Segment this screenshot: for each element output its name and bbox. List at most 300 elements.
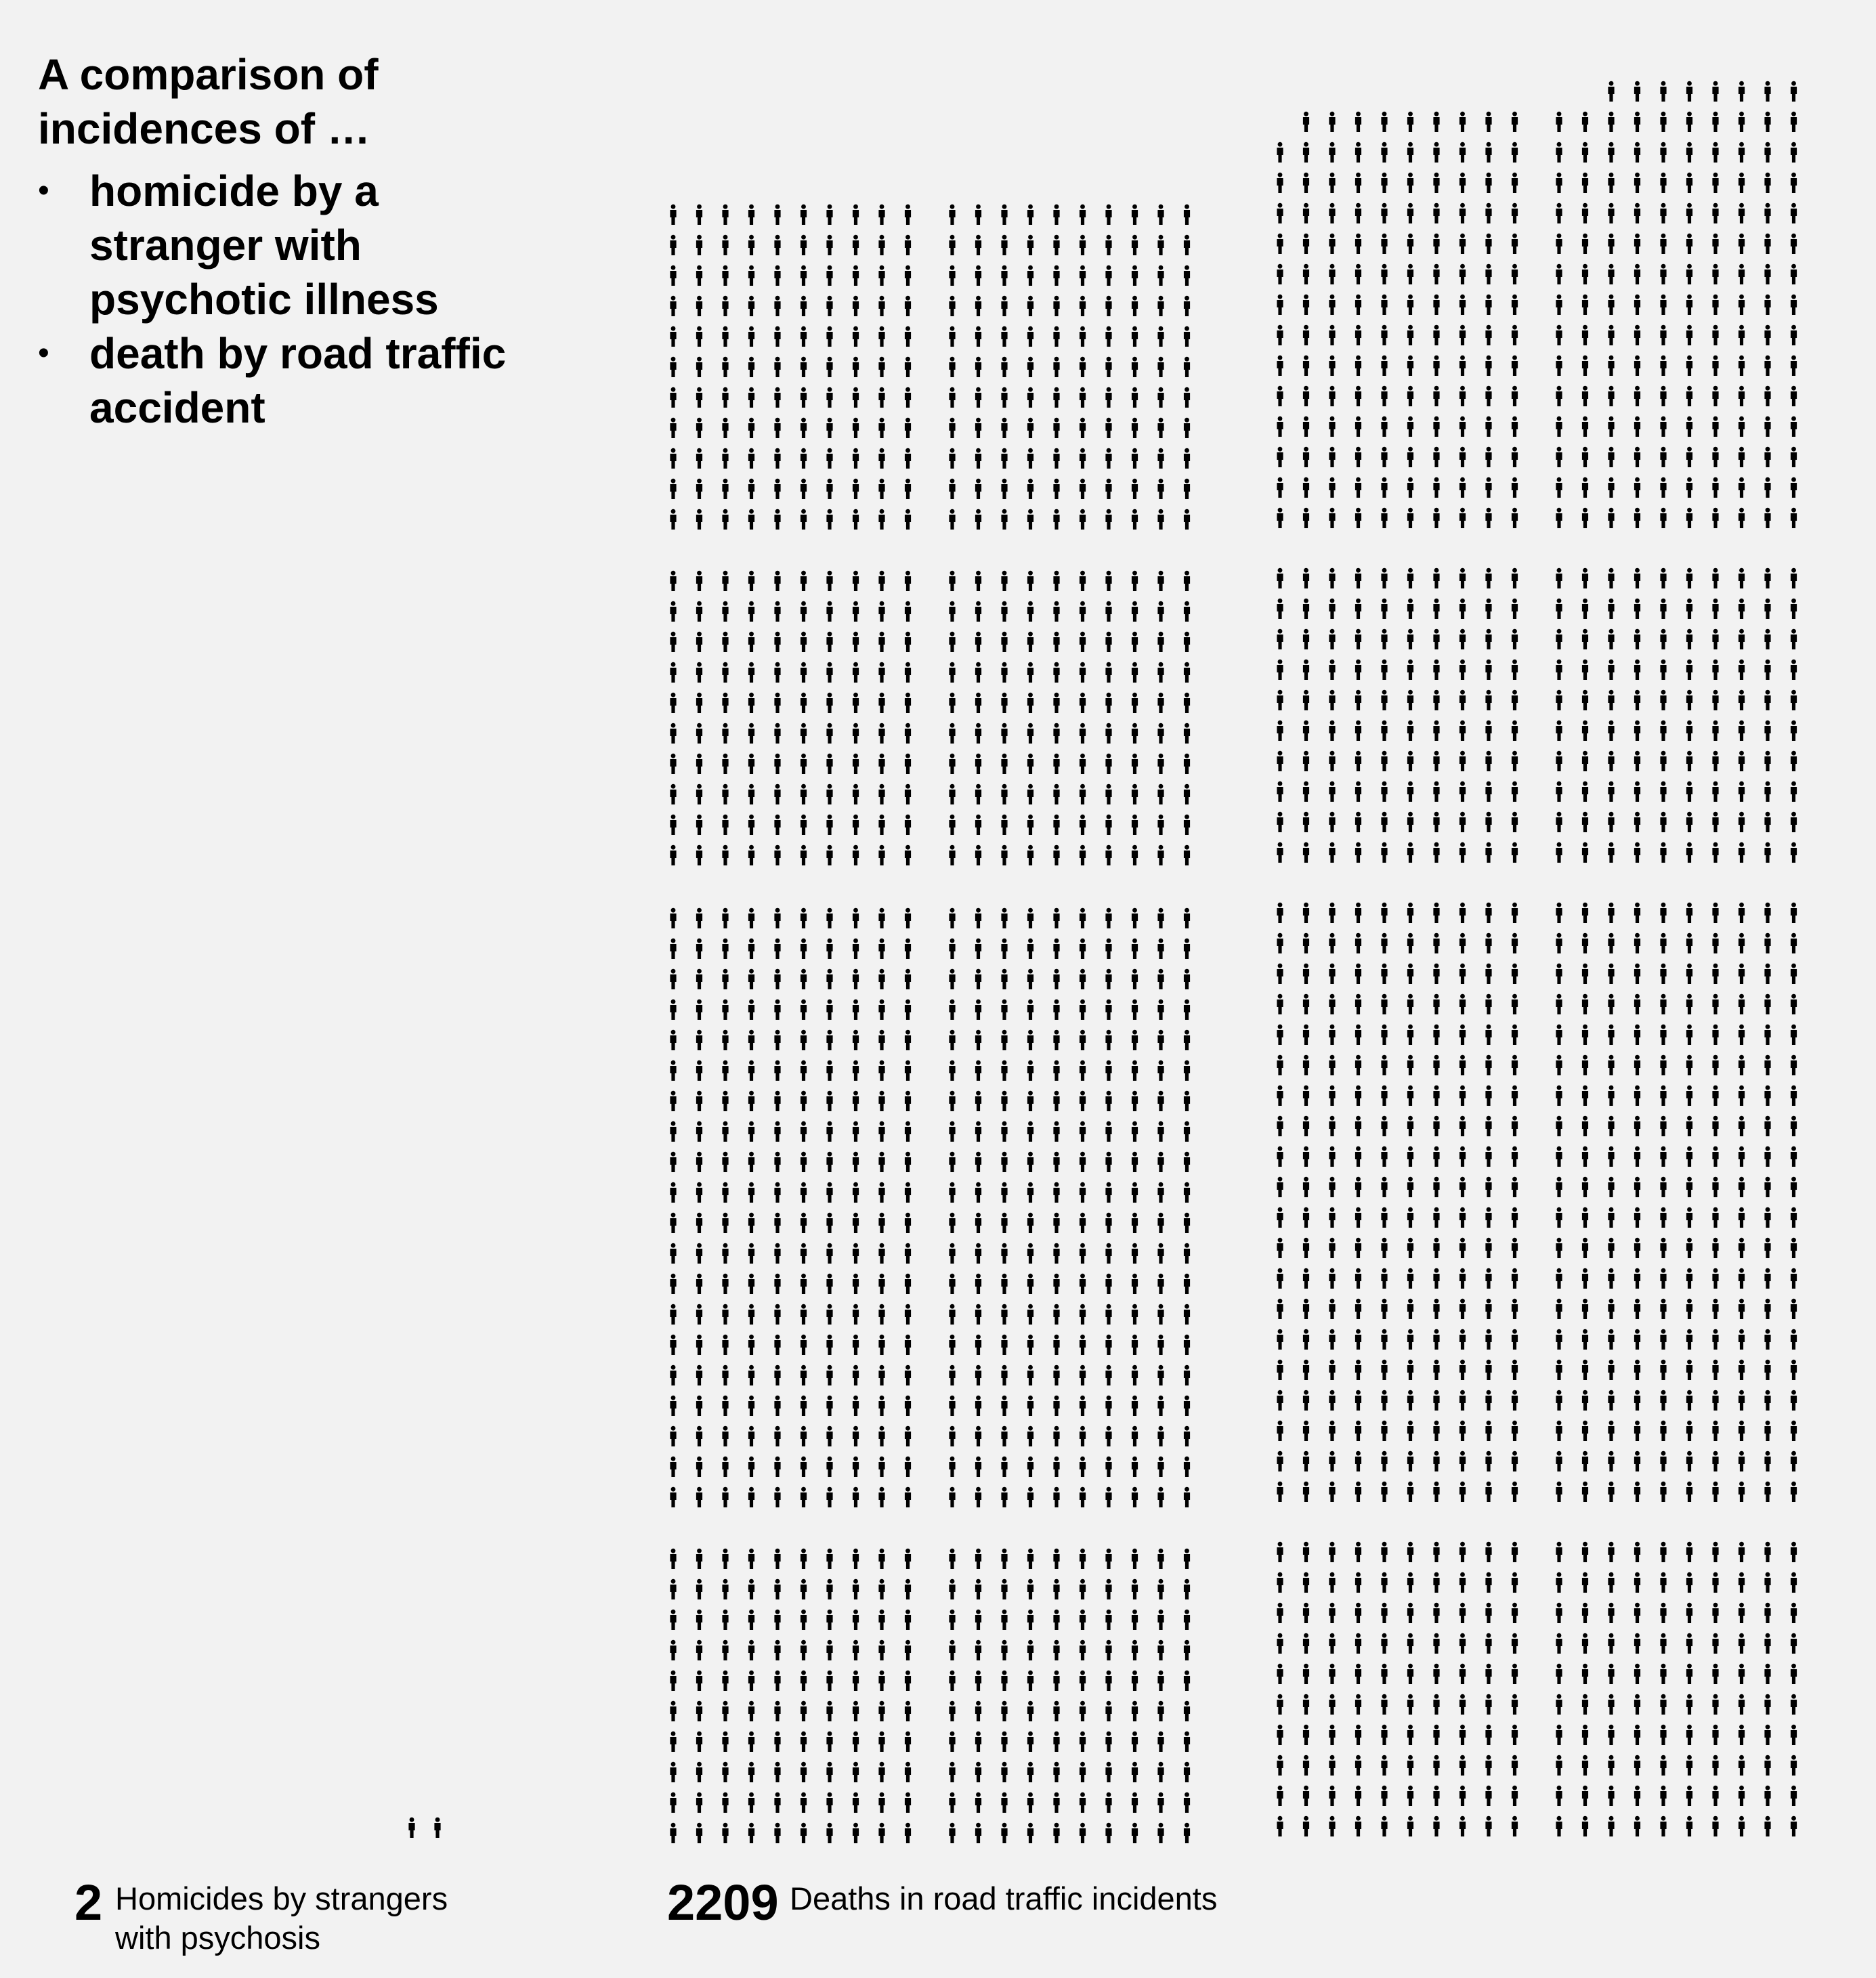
person-icon bbox=[1433, 994, 1439, 1014]
person-icon bbox=[1791, 1085, 1797, 1106]
person-icon bbox=[1712, 1390, 1718, 1411]
person-icon bbox=[1184, 479, 1190, 499]
person-icon bbox=[1686, 1055, 1692, 1075]
person-icon bbox=[1459, 1786, 1466, 1806]
person-icon bbox=[1512, 721, 1518, 741]
person-icon bbox=[1157, 969, 1164, 989]
person-icon bbox=[1027, 235, 1033, 255]
person-icon bbox=[1791, 477, 1797, 498]
person-icon bbox=[1381, 1451, 1387, 1471]
person-icon bbox=[1582, 1238, 1588, 1258]
person-icon bbox=[1634, 933, 1640, 953]
person-icon bbox=[1660, 508, 1666, 528]
person-icon bbox=[949, 509, 955, 530]
person-icon bbox=[1132, 1610, 1138, 1630]
person-icon bbox=[1791, 173, 1797, 193]
person-icon bbox=[1080, 693, 1086, 713]
person-icon bbox=[853, 1060, 859, 1081]
person-icon bbox=[826, 1030, 832, 1050]
person-icon bbox=[670, 1365, 676, 1385]
person-icon bbox=[1459, 629, 1466, 649]
person-icon bbox=[1660, 1085, 1666, 1106]
person-icon bbox=[1791, 812, 1797, 832]
person-icon bbox=[1407, 660, 1413, 680]
person-icon bbox=[853, 509, 859, 530]
person-icon bbox=[1355, 1238, 1361, 1258]
person-icon bbox=[1459, 1146, 1466, 1167]
person-icon bbox=[801, 479, 807, 499]
person-icon bbox=[1582, 1116, 1588, 1136]
person-icon bbox=[1329, 1603, 1335, 1623]
person-icon bbox=[1001, 1304, 1007, 1325]
person-icon bbox=[1512, 1360, 1518, 1380]
person-icon bbox=[1686, 295, 1692, 315]
person-icon bbox=[1303, 1268, 1309, 1289]
person-icon bbox=[1381, 1025, 1387, 1045]
person-icon bbox=[1132, 205, 1138, 225]
person-icon bbox=[1485, 1603, 1491, 1623]
person-icon bbox=[1459, 1816, 1466, 1836]
person-icon bbox=[1303, 964, 1309, 984]
person-icon bbox=[1157, 1823, 1164, 1843]
person-icon bbox=[1303, 112, 1309, 132]
person-icon bbox=[1608, 1482, 1614, 1502]
person-icon bbox=[1407, 1085, 1413, 1106]
person-icon bbox=[1105, 1152, 1111, 1172]
person-icon bbox=[1053, 662, 1059, 683]
person-icon bbox=[975, 1060, 981, 1081]
person-icon bbox=[670, 1304, 676, 1325]
person-icon bbox=[1001, 479, 1007, 499]
person-icon bbox=[975, 1823, 981, 1843]
person-icon bbox=[1184, 1396, 1190, 1416]
person-icon bbox=[1329, 1360, 1335, 1380]
person-icon bbox=[1608, 1177, 1614, 1197]
person-icon bbox=[1132, 1457, 1138, 1477]
person-icon bbox=[1355, 1694, 1361, 1715]
person-icon bbox=[722, 296, 728, 316]
person-icon bbox=[1459, 1360, 1466, 1380]
person-icon bbox=[1512, 994, 1518, 1014]
person-icon bbox=[1556, 1725, 1562, 1745]
person-icon bbox=[1080, 1335, 1086, 1355]
person-icon bbox=[1303, 660, 1309, 680]
person-icon bbox=[1512, 477, 1518, 498]
person-icon bbox=[1157, 939, 1164, 959]
person-icon bbox=[1764, 1633, 1770, 1654]
person-icon bbox=[975, 1121, 981, 1142]
person-icon bbox=[1080, 1274, 1086, 1294]
person-icon bbox=[1686, 447, 1692, 467]
person-icon bbox=[1027, 1762, 1033, 1782]
person-icon bbox=[670, 1487, 676, 1507]
person-icon bbox=[905, 1426, 911, 1446]
person-icon bbox=[1407, 1207, 1413, 1228]
person-icon bbox=[1132, 448, 1138, 469]
person-icon bbox=[1791, 933, 1797, 953]
person-icon bbox=[1634, 599, 1640, 619]
person-icon bbox=[1433, 1146, 1439, 1167]
person-icon bbox=[1053, 1792, 1059, 1813]
person-icon bbox=[949, 693, 955, 713]
person-icon bbox=[801, 1121, 807, 1142]
person-icon bbox=[1355, 1603, 1361, 1623]
person-icon bbox=[1634, 508, 1640, 528]
person-icon bbox=[696, 1182, 702, 1203]
person-icon bbox=[1105, 1610, 1111, 1630]
person-icon bbox=[670, 448, 676, 469]
person-icon bbox=[853, 357, 859, 377]
person-icon bbox=[1407, 1786, 1413, 1806]
person-icon bbox=[774, 908, 780, 928]
person-icon bbox=[1634, 1055, 1640, 1075]
person-icon bbox=[1001, 1823, 1007, 1843]
person-icon bbox=[1512, 568, 1518, 588]
person-icon bbox=[1433, 1542, 1439, 1562]
person-icon bbox=[1157, 1152, 1164, 1172]
person-icon bbox=[1407, 416, 1413, 437]
person-icon bbox=[722, 1487, 728, 1507]
person-icon bbox=[1329, 1299, 1335, 1319]
person-icon bbox=[878, 1152, 884, 1172]
person-icon bbox=[1277, 142, 1283, 163]
person-icon bbox=[1608, 112, 1614, 132]
person-icon bbox=[1277, 477, 1283, 498]
person-icon bbox=[1027, 448, 1033, 469]
person-icon bbox=[748, 235, 754, 255]
person-icon bbox=[1764, 568, 1770, 588]
person-icon bbox=[1184, 235, 1190, 255]
person-icon bbox=[1512, 1572, 1518, 1593]
person-icon bbox=[1303, 1299, 1309, 1319]
person-icon bbox=[1739, 1542, 1745, 1562]
person-icon bbox=[905, 205, 911, 225]
person-icon bbox=[1791, 1542, 1797, 1562]
person-icon bbox=[670, 1091, 676, 1111]
person-icon bbox=[905, 357, 911, 377]
person-icon bbox=[1791, 1786, 1797, 1806]
person-icon bbox=[696, 908, 702, 928]
person-icon bbox=[1105, 1732, 1111, 1752]
person-icon bbox=[1329, 1451, 1335, 1471]
person-icon bbox=[1739, 1755, 1745, 1776]
person-icon bbox=[774, 1426, 780, 1446]
person-icon bbox=[1001, 1487, 1007, 1507]
person-icon bbox=[748, 387, 754, 408]
person-icon bbox=[1407, 964, 1413, 984]
person-icon bbox=[1459, 1085, 1466, 1106]
person-icon bbox=[1132, 1335, 1138, 1355]
person-icon bbox=[1556, 690, 1562, 710]
person-icon bbox=[748, 601, 754, 622]
person-icon bbox=[1582, 1786, 1588, 1806]
person-icon bbox=[1556, 1025, 1562, 1045]
person-icon bbox=[1355, 660, 1361, 680]
person-icon bbox=[670, 1426, 676, 1446]
person-icon bbox=[748, 1274, 754, 1294]
person-icon bbox=[1660, 295, 1666, 315]
person-icon bbox=[1329, 1025, 1335, 1045]
person-icon bbox=[826, 969, 832, 989]
person-icon bbox=[949, 1243, 955, 1264]
person-icon bbox=[1381, 1816, 1387, 1836]
person-icon bbox=[722, 1671, 728, 1691]
person-icon bbox=[1184, 1335, 1190, 1355]
person-icon bbox=[1712, 660, 1718, 680]
person-icon bbox=[1132, 418, 1138, 438]
person-icon bbox=[878, 662, 884, 683]
person-icon bbox=[774, 1365, 780, 1385]
person-icon bbox=[696, 1823, 702, 1843]
person-icon bbox=[1277, 1360, 1283, 1380]
person-icon bbox=[1157, 1121, 1164, 1142]
person-icon bbox=[1764, 842, 1770, 863]
person-icon bbox=[1053, 1823, 1059, 1843]
person-icon bbox=[905, 1549, 911, 1569]
person-icon bbox=[1459, 356, 1466, 376]
person-icon bbox=[1433, 660, 1439, 680]
person-icon bbox=[1407, 1816, 1413, 1836]
person-icon bbox=[722, 1365, 728, 1385]
person-icon bbox=[1027, 969, 1033, 989]
person-icon bbox=[1485, 1360, 1491, 1380]
person-icon bbox=[1407, 264, 1413, 284]
person-icon bbox=[826, 1762, 832, 1782]
person-icon bbox=[1556, 568, 1562, 588]
person-icon bbox=[748, 1121, 754, 1142]
person-icon bbox=[1582, 933, 1588, 953]
person-icon bbox=[1105, 1792, 1111, 1813]
person-icon bbox=[853, 939, 859, 959]
person-icon bbox=[1485, 903, 1491, 923]
person-icon bbox=[774, 1701, 780, 1721]
person-icon bbox=[949, 1213, 955, 1233]
person-icon bbox=[1027, 1701, 1033, 1721]
person-icon bbox=[949, 1365, 955, 1385]
person-icon bbox=[1608, 1421, 1614, 1441]
person-icon bbox=[1739, 568, 1745, 588]
person-icon bbox=[1739, 842, 1745, 863]
person-icon bbox=[1791, 1725, 1797, 1745]
person-icon bbox=[1381, 447, 1387, 467]
person-icon bbox=[1512, 416, 1518, 437]
person-icon bbox=[975, 908, 981, 928]
person-icon bbox=[1105, 387, 1111, 408]
person-icon bbox=[670, 662, 676, 683]
person-icon bbox=[1157, 296, 1164, 316]
person-icon bbox=[1433, 234, 1439, 254]
person-icon bbox=[1764, 386, 1770, 406]
person-icon bbox=[748, 723, 754, 744]
person-icon bbox=[1485, 1786, 1491, 1806]
person-icon bbox=[1053, 265, 1059, 286]
person-icon bbox=[1459, 842, 1466, 863]
person-icon bbox=[905, 448, 911, 469]
person-icon bbox=[1184, 1457, 1190, 1477]
person-icon bbox=[1053, 235, 1059, 255]
person-icon bbox=[826, 1304, 832, 1325]
person-icon bbox=[1355, 1725, 1361, 1745]
person-icon bbox=[826, 326, 832, 347]
person-icon bbox=[1459, 1482, 1466, 1502]
person-icon bbox=[1791, 1268, 1797, 1289]
person-icon bbox=[1355, 1572, 1361, 1593]
person-icon bbox=[1582, 964, 1588, 984]
person-icon bbox=[1184, 1365, 1190, 1385]
person-icon bbox=[1634, 781, 1640, 802]
person-icon bbox=[1027, 1213, 1033, 1233]
person-icon bbox=[1157, 1457, 1164, 1477]
person-icon bbox=[1512, 1116, 1518, 1136]
person-icon bbox=[826, 601, 832, 622]
person-icon bbox=[1739, 1116, 1745, 1136]
person-icon bbox=[975, 265, 981, 286]
person-icon bbox=[1184, 1060, 1190, 1081]
person-icon bbox=[1407, 1146, 1413, 1167]
person-icon bbox=[1459, 173, 1466, 193]
person-icon bbox=[1053, 632, 1059, 652]
person-icon bbox=[1459, 1633, 1466, 1654]
person-icon bbox=[1485, 568, 1491, 588]
person-icon bbox=[748, 1426, 754, 1446]
person-icon bbox=[1184, 1732, 1190, 1752]
person-icon bbox=[1582, 416, 1588, 437]
person-icon bbox=[1329, 264, 1335, 284]
person-icon bbox=[1608, 690, 1614, 710]
person-icon bbox=[1634, 234, 1640, 254]
person-icon bbox=[853, 1457, 859, 1477]
person-icon bbox=[905, 1365, 911, 1385]
person-icon bbox=[1329, 1329, 1335, 1350]
person-icon bbox=[1407, 812, 1413, 832]
person-icon bbox=[1381, 356, 1387, 376]
person-icon bbox=[1485, 933, 1491, 953]
person-icon bbox=[853, 1091, 859, 1111]
person-icon bbox=[1277, 1664, 1283, 1684]
person-icon bbox=[774, 1610, 780, 1630]
person-icon bbox=[1132, 693, 1138, 713]
person-icon bbox=[1556, 264, 1562, 284]
person-icon bbox=[1303, 1238, 1309, 1258]
person-icon bbox=[1157, 571, 1164, 591]
person-icon bbox=[670, 296, 676, 316]
person-icon bbox=[1157, 265, 1164, 286]
person-icon bbox=[1329, 781, 1335, 802]
person-icon bbox=[1686, 1116, 1692, 1136]
person-icon bbox=[1712, 112, 1718, 132]
person-icon bbox=[1053, 205, 1059, 225]
person-icon bbox=[1660, 842, 1666, 863]
person-icon bbox=[1355, 234, 1361, 254]
person-icon bbox=[878, 845, 884, 865]
person-icon bbox=[801, 205, 807, 225]
person-icon bbox=[1329, 295, 1335, 315]
person-icon bbox=[1381, 173, 1387, 193]
person-icon bbox=[905, 1396, 911, 1416]
person-icon bbox=[1277, 599, 1283, 619]
road-deaths-caption: Deaths in road traffic incidents bbox=[790, 1880, 1218, 1916]
person-icon bbox=[1407, 903, 1413, 923]
person-icon bbox=[1001, 357, 1007, 377]
person-icon bbox=[1277, 1329, 1283, 1350]
person-icon bbox=[1459, 1207, 1466, 1228]
person-icon bbox=[1277, 1207, 1283, 1228]
person-icon bbox=[1459, 1694, 1466, 1715]
person-icon bbox=[1739, 1633, 1745, 1654]
person-icon bbox=[1686, 1664, 1692, 1684]
person-icon bbox=[1080, 601, 1086, 622]
person-icon bbox=[949, 326, 955, 347]
person-icon bbox=[1381, 1055, 1387, 1075]
person-icon bbox=[878, 1732, 884, 1752]
person-icon bbox=[1582, 1329, 1588, 1350]
person-icon bbox=[1407, 721, 1413, 741]
person-icon bbox=[670, 723, 676, 744]
person-icon bbox=[1080, 1304, 1086, 1325]
person-icon bbox=[774, 662, 780, 683]
person-icon bbox=[774, 1671, 780, 1691]
person-icon bbox=[826, 754, 832, 774]
person-icon bbox=[905, 387, 911, 408]
person-icon bbox=[1512, 1268, 1518, 1289]
person-icon bbox=[949, 1762, 955, 1782]
person-icon bbox=[1277, 203, 1283, 223]
person-icon bbox=[949, 1549, 955, 1569]
person-icon bbox=[722, 1060, 728, 1081]
person-icon bbox=[1634, 1816, 1640, 1836]
person-icon bbox=[1277, 234, 1283, 254]
person-icon bbox=[1791, 508, 1797, 528]
person-icon bbox=[1303, 1207, 1309, 1228]
person-icon bbox=[1712, 1238, 1718, 1258]
person-icon bbox=[1132, 1091, 1138, 1111]
person-icon bbox=[801, 235, 807, 255]
person-icon bbox=[1433, 1085, 1439, 1106]
person-icon bbox=[1329, 477, 1335, 498]
person-icon bbox=[1512, 1238, 1518, 1258]
person-icon bbox=[696, 235, 702, 255]
person-icon bbox=[826, 571, 832, 591]
person-icon bbox=[722, 265, 728, 286]
person-icon bbox=[826, 387, 832, 408]
person-icon bbox=[905, 1304, 911, 1325]
person-icon bbox=[748, 1213, 754, 1233]
person-icon bbox=[748, 908, 754, 928]
person-icon bbox=[853, 999, 859, 1020]
person-icon bbox=[670, 1762, 676, 1782]
person-icon bbox=[1791, 1603, 1797, 1623]
person-icon bbox=[1582, 356, 1588, 376]
person-icon bbox=[1407, 1299, 1413, 1319]
person-icon bbox=[826, 509, 832, 530]
person-icon bbox=[1739, 1207, 1745, 1228]
person-icon bbox=[1556, 1451, 1562, 1471]
person-icon bbox=[1184, 296, 1190, 316]
person-icon bbox=[975, 1792, 981, 1813]
person-icon bbox=[1433, 568, 1439, 588]
person-icon bbox=[1686, 1025, 1692, 1045]
person-icon bbox=[801, 1243, 807, 1264]
person-icon bbox=[1157, 1610, 1164, 1630]
person-icon bbox=[1764, 690, 1770, 710]
person-icon bbox=[1157, 845, 1164, 865]
person-icon bbox=[1407, 933, 1413, 953]
person-icon bbox=[696, 1030, 702, 1050]
person-icon bbox=[1739, 1421, 1745, 1441]
person-icon bbox=[696, 1121, 702, 1142]
person-icon bbox=[1277, 173, 1283, 193]
person-icon bbox=[1381, 416, 1387, 437]
